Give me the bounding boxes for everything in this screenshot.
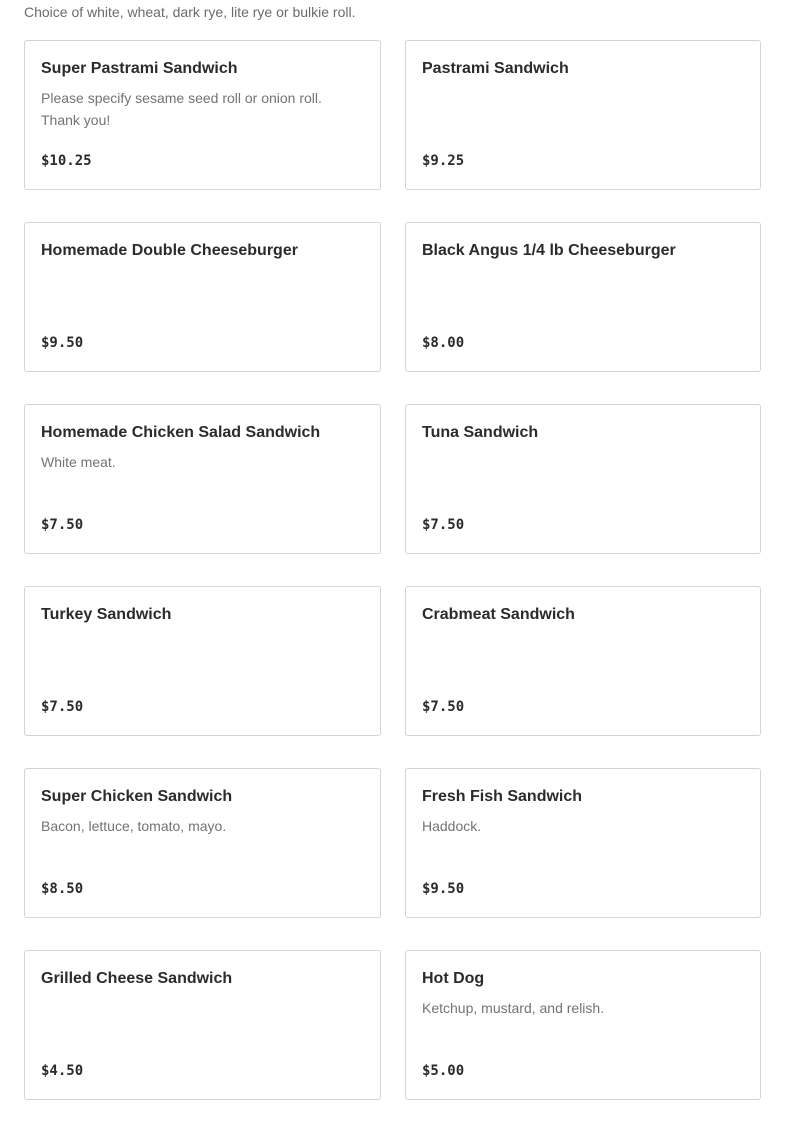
menu-item-name: Grilled Cheese Sandwich	[41, 970, 233, 987]
menu-item-card[interactable]	[405, 768, 761, 918]
menu-item-card[interactable]	[24, 950, 381, 1100]
menu-item-price: $9.25	[422, 153, 465, 169]
menu-item-price: $5.00	[422, 1063, 465, 1079]
menu-item-description: Bacon, lettuce, tomato, mayo.	[41, 818, 227, 834]
menu-item-card[interactable]	[405, 222, 761, 372]
menu-item-card[interactable]	[24, 768, 381, 918]
menu-item-price: $8.50	[41, 881, 84, 897]
section-description: Choice of white, wheat, dark rye, lite rye or bulkie roll.	[24, 4, 356, 20]
menu-item-card[interactable]	[405, 586, 761, 736]
menu-item-card[interactable]	[24, 222, 381, 372]
menu-item-name: Super Pastrami Sandwich	[41, 60, 238, 77]
menu-item-name: Pastrami Sandwich	[422, 60, 569, 77]
menu-item-description: Ketchup, mustard, and relish.	[422, 1000, 605, 1016]
menu-item-card[interactable]	[24, 404, 381, 554]
menu-item-card[interactable]	[405, 404, 761, 554]
menu-item-description: Please specify sesame seed roll or onion roll. Thank you!	[41, 90, 322, 128]
menu-item-name: Homemade Double Cheeseburger	[41, 242, 298, 259]
menu-item-name: Tuna Sandwich	[422, 424, 539, 441]
menu-item-description: White meat.	[41, 454, 116, 470]
menu-item-price: $4.50	[41, 1063, 84, 1079]
menu-item-description: Haddock.	[422, 818, 482, 834]
menu-item-name: Super Chicken Sandwich	[41, 788, 233, 805]
menu-item-card[interactable]	[24, 40, 381, 190]
menu-item-price: $9.50	[422, 881, 465, 897]
menu-item-price: $10.25	[41, 153, 92, 169]
menu-item-price: $7.50	[422, 517, 465, 533]
menu-item-price: $8.00	[422, 335, 465, 351]
menu-items-grid	[24, 40, 761, 1100]
menu-item-card[interactable]	[405, 40, 761, 190]
menu-item-card[interactable]	[405, 950, 761, 1100]
menu-item-name: Homemade Chicken Salad Sandwich	[41, 424, 321, 441]
menu-item-name: Turkey Sandwich	[41, 606, 172, 623]
menu-item-name: Hot Dog	[422, 970, 485, 987]
menu-item-price: $7.50	[41, 517, 84, 533]
menu-item-card[interactable]	[24, 586, 381, 736]
menu-item-name: Black Angus 1/4 lb Cheeseburger	[422, 242, 676, 259]
menu-item-price: $9.50	[41, 335, 84, 351]
menu-item-name: Fresh Fish Sandwich	[422, 788, 583, 805]
menu-item-name: Crabmeat Sandwich	[422, 606, 575, 623]
menu-item-price: $7.50	[422, 699, 465, 715]
menu-item-price: $7.50	[41, 699, 84, 715]
